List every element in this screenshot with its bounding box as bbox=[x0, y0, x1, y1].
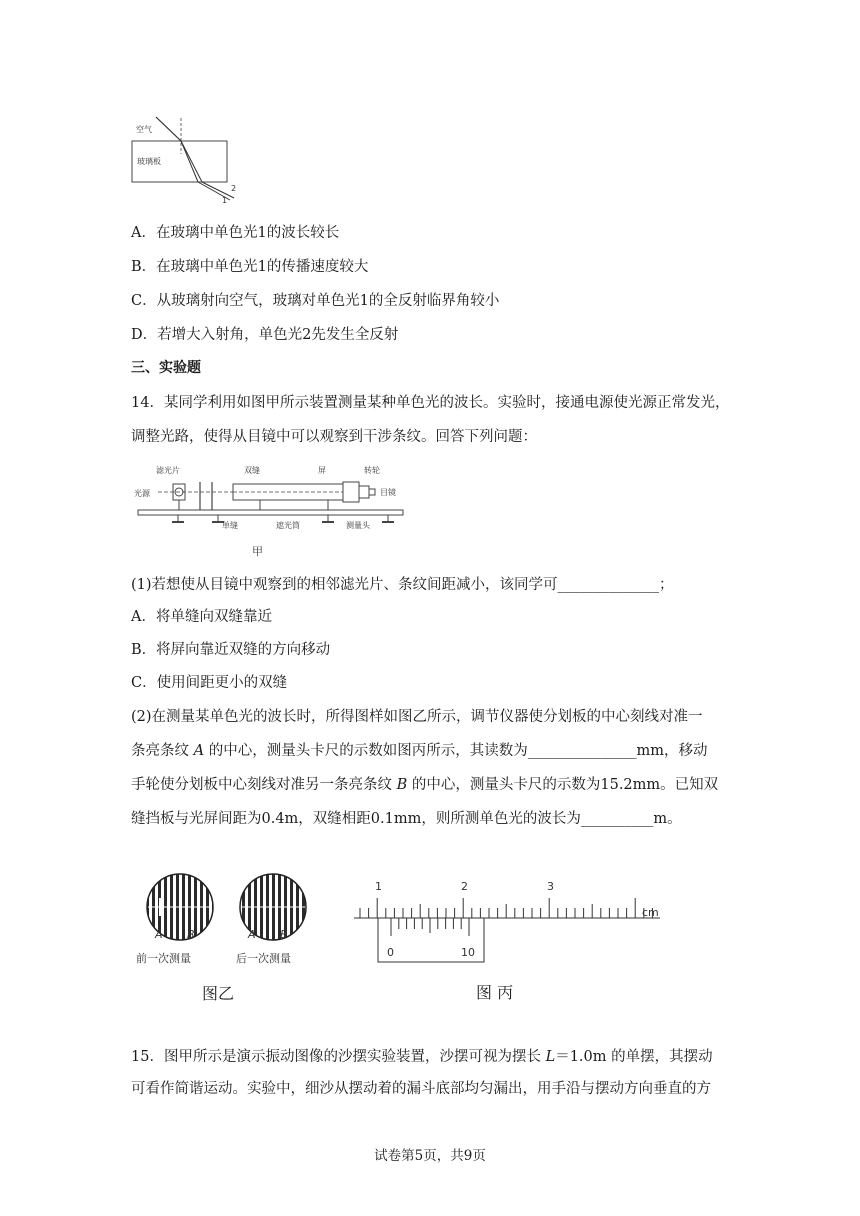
q15-line2: 可看作简谐运动。实验中，细沙从摆动着的漏斗底部均匀漏出，用手沿与摆动方向垂直的方 bbox=[131, 1081, 711, 1097]
label-filter: 滤光片 bbox=[156, 466, 180, 475]
label-after: 后一次测量 bbox=[236, 952, 291, 965]
caption-bing: 图 丙 bbox=[476, 983, 514, 1002]
label-single-slit: 单缝 bbox=[222, 521, 238, 530]
label-wheel: 转轮 bbox=[364, 466, 380, 475]
section-heading: 三、实验题 bbox=[131, 360, 201, 376]
vernier-0: 0 bbox=[387, 946, 394, 959]
option-b: B．在玻璃中单色光1的传播速度较大 bbox=[131, 259, 369, 275]
label-b: B bbox=[187, 928, 195, 941]
answer-blank[interactable]: _______________ bbox=[527, 743, 637, 759]
label-tube: 遮光筒 bbox=[276, 521, 300, 530]
label-head: 测量头 bbox=[346, 521, 370, 530]
answer-blank[interactable]: __________ bbox=[580, 811, 654, 827]
glass-refraction-figure bbox=[128, 112, 248, 204]
q14-stem-line1: 14．某同学利用如图甲所示装置测量某种单色光的波长。实验时，接通电源使光源正常发光， bbox=[131, 395, 730, 411]
air-label: 空气 bbox=[136, 125, 152, 134]
ray-1-label: 1 bbox=[222, 196, 228, 204]
option-d: D．若增大入射角，单色光2先发生全反射 bbox=[131, 327, 399, 343]
label-double-slit: 双缝 bbox=[244, 466, 260, 475]
label-eyepiece: 目镜 bbox=[380, 488, 396, 497]
q14-part1: (1)若想使从目镜中观察到的相邻滤光片、条纹间距减小，该同学可______________； bbox=[131, 577, 674, 593]
option-c: C．从玻璃射向空气，玻璃对单色光1的全反射临界角较小 bbox=[131, 293, 500, 309]
part1-option-a: A．将单缝向双缝靠近 bbox=[131, 609, 272, 625]
part1-option-b: B．将屏向靠近双缝的方向移动 bbox=[131, 642, 331, 658]
q14-part2-line2: 条亮条纹 A 的中心，测量头卡尺的示数如图丙所示，其读数为_______________mm，移动 bbox=[131, 743, 708, 759]
vernier-figure-bing bbox=[348, 870, 672, 1004]
page-footer: 试卷第5页，共9页 bbox=[374, 1148, 486, 1164]
main-1: 1 bbox=[375, 880, 382, 893]
unit-cm: cm bbox=[642, 906, 659, 919]
caption-yi: 图乙 bbox=[202, 984, 235, 1003]
label-screen: 屏 bbox=[318, 466, 326, 475]
fringe-figure-yi bbox=[128, 868, 328, 1008]
part1-option-c: C．使用间距更小的双缝 bbox=[131, 675, 288, 691]
label-a: A bbox=[155, 928, 163, 941]
ray-2-label: 2 bbox=[231, 184, 237, 193]
caption-jia: 甲 bbox=[252, 545, 263, 558]
label-before: 前一次测量 bbox=[136, 952, 191, 965]
main-3: 3 bbox=[547, 880, 554, 893]
glass-label: 玻璃板 bbox=[137, 157, 161, 166]
answer-blank[interactable]: ______________ bbox=[557, 577, 660, 593]
q15-line1: 15．图甲所示是演示振动图像的沙摆实验装置，沙摆可视为摆长 L＝1.0m 的单摆，其摆动 bbox=[131, 1049, 713, 1065]
label-a-2: A bbox=[248, 928, 256, 941]
q14-part2-line3: 手轮使分划板中心刻线对准另一条亮条纹 B 的中心，测量头卡尺的示数为15.2mm。已知双 bbox=[131, 777, 719, 793]
label-light-source: 光源 bbox=[134, 489, 150, 498]
vernier-10: 10 bbox=[461, 946, 475, 959]
apparatus-figure-jia bbox=[128, 458, 418, 566]
q14-stem-line2: 调整光路，使得从目镜中可以观察到干涉条纹。回答下列问题： bbox=[131, 429, 537, 445]
option-a: A．在玻璃中单色光1的波长较长 bbox=[131, 225, 340, 241]
q14-part2-line4: 缝挡板与光屏间距为0.4m，双缝相距0.1mm，则所测单色光的波长为__________m。 bbox=[131, 811, 682, 827]
q14-part2-line1: (2)在测量某单色光的波长时，所得图样如图乙所示，调节仪器使分划板的中心刻线对准一 bbox=[131, 709, 703, 725]
label-b-2: B bbox=[280, 928, 288, 941]
main-2: 2 bbox=[461, 880, 468, 893]
